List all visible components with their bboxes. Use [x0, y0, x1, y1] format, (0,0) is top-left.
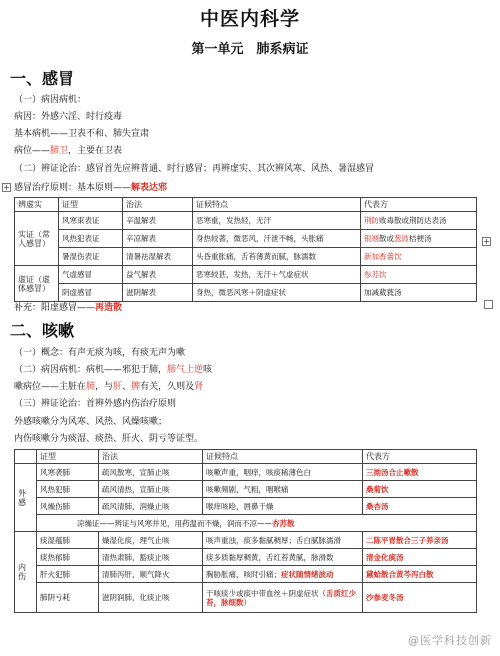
formula-cell: 清金化痰汤 [363, 549, 477, 566]
symptom-cell [203, 566, 363, 583]
formula-rest: 败毒散或荆防达表汤 [379, 216, 447, 225]
method-cell: 滋阴解表 [123, 284, 193, 302]
symptom-key: 舌质红少苔，脉细数 [206, 588, 356, 607]
add-column-handle[interactable]: + [483, 237, 490, 246]
pattern-cell: 风热犯肺 [37, 481, 99, 498]
pathogenesis-rest: 咳 [203, 365, 213, 375]
symptom-key: 症状随情绪波动 [281, 569, 334, 579]
resize-handle[interactable] [484, 300, 493, 309]
section-heading-cold: 一、感冒 [10, 69, 75, 88]
formula-cell: 沙参麦冬汤 [363, 583, 477, 613]
header-cell: 证候特点 [193, 198, 361, 212]
pattern-cell: 风寒袭肺 [37, 464, 99, 481]
formula-cell [361, 230, 477, 248]
subheading-treatment: （二）辨证论治：感冒首先应辨普通、时行感冒；再辨虚实、其次辨风寒、风热、暑湿感冒 [14, 164, 375, 174]
formula-cell: 桑菊饮 [363, 481, 477, 498]
method-cell: 辛凉解表 [123, 230, 193, 248]
symptom-cell: 喉痒咳呛，唇鼻干燥 [203, 498, 363, 515]
header-cell: 治法 [123, 198, 193, 212]
symptom-cell [203, 583, 363, 613]
pattern-cell: 肺阴亏耗 [37, 583, 99, 613]
line-external: 外感咳嗽分为风寒、风热、风燥咳嗽； [14, 417, 168, 427]
group-label-excess: 实证（常人感冒） [15, 212, 59, 266]
pattern-cell: 风热犯表证 [59, 230, 123, 248]
note-cell [37, 515, 477, 532]
subheading-etiology: （一）病因病机： [14, 95, 87, 105]
location-label: 病位—— [14, 146, 51, 156]
symptom-cell: 痰多质黏厚稠黄，舌红苔黄腻，脉滑数 [203, 549, 363, 566]
method-cell: 燥湿化痰，理气止咳 [99, 532, 203, 549]
method-cell: 疏风清热，宣肺止咳 [99, 481, 203, 498]
header-cell: 辨虚实 [15, 198, 59, 212]
formula-cell [361, 212, 477, 230]
line-treatment: （三）辨证论治：首辨外感内伤治疗原则 [14, 399, 177, 409]
symptom-text: ） [243, 597, 251, 607]
method-cell: 清暑祛湿解表 [123, 248, 193, 266]
supplement-key: 再造散 [95, 303, 123, 313]
line-mechanism: 基本病机——卫表不和、肺失宣肃 [14, 129, 150, 139]
formula-cell: 桑杏汤 [363, 498, 477, 515]
line-organ [14, 381, 203, 393]
symptom-text: 胸胁胀痛，咳时引痛； [206, 569, 281, 579]
cough-table [14, 449, 477, 613]
table-row [15, 498, 477, 515]
pattern-cell: 肝火犯肺 [37, 566, 99, 583]
header-cell: 证型 [37, 450, 99, 464]
organ-key: 肺 [86, 382, 96, 392]
organ-text: ，与 [95, 382, 114, 392]
organ-key: 脾 [131, 382, 141, 392]
formula-key: 荆防 [364, 216, 379, 225]
table-row [15, 583, 477, 613]
table-header-row [15, 450, 477, 464]
cold-table [14, 197, 477, 302]
organ-text: 嗽病位——主脏在 [14, 382, 87, 392]
method-cell: 益气解表 [123, 266, 193, 284]
table-header-row [15, 198, 477, 212]
group-label-deficiency: 虚证（虚体感冒） [15, 266, 59, 302]
supplement-label: 补充：阳虚感冒—— [14, 303, 96, 313]
unit-title: 第一单元 肺系病证 [191, 42, 309, 57]
organ-text: 有关，久则及 [140, 382, 195, 392]
location-key: 肺卫 [50, 146, 69, 156]
pattern-cell: 阴虚感冒 [59, 284, 123, 302]
formula-cell: 黛蛤散合黄芩泻白散 [363, 566, 477, 583]
table-row [15, 549, 477, 566]
method-cell: 滋阴润肺，化痰止咳 [99, 583, 203, 613]
location-rest: ，主要在卫表 [68, 146, 123, 156]
table-row [15, 284, 477, 302]
document-title: 中医内科学 [199, 8, 300, 30]
principle-key: 解表达邪 [131, 183, 168, 193]
table-row [15, 464, 477, 481]
pathogenesis-label: （二）病因病机：病机——邪犯于肺， [14, 365, 168, 375]
pattern-cell: 气虚感冒 [59, 266, 123, 284]
table-row [15, 266, 477, 284]
line-internal: 内伤咳嗽分为痰湿、痰热、肝火、阴亏等证型。 [14, 434, 204, 444]
header-cell-empty [15, 450, 37, 464]
note-formula: 杏苏散 [272, 518, 295, 528]
symptom-cell: 咳嗽声重，咽痒，咳痰稀薄色白 [203, 464, 363, 481]
line-concept: （一）概念：有声无痰为咳，有痰无声为嗽 [14, 348, 186, 358]
method-cell: 疏风散寒，宣肺止咳 [99, 464, 203, 481]
note-text: 凉燥证——辨证与风寒并见，用药温而不燥，润而不凉—— [77, 518, 272, 528]
symptom-cell: 恶寒重，发热轻，无汗 [193, 212, 361, 230]
line-pathogenesis [14, 364, 212, 376]
table-row [15, 230, 477, 248]
symptom-cell: 身热，微恶风寒＋阴虚症状 [193, 284, 361, 302]
table-row [15, 248, 477, 266]
formula-key: 银翘 [364, 234, 379, 243]
line-principle [14, 182, 167, 194]
watermark: @医学科技创新 [408, 634, 492, 647]
pattern-cell: 风燥伤肺 [37, 498, 99, 515]
header-cell: 代表方 [363, 450, 477, 464]
line-cause: 病因：外感六淫、时行疫毒 [14, 112, 123, 122]
method-cell: 辛温解表 [123, 212, 193, 230]
group-label-internal: 内伤 [15, 532, 37, 613]
pattern-cell: 痰湿蕴肺 [37, 532, 99, 549]
line-supplement [14, 302, 122, 314]
pattern-cell: 风寒束表证 [59, 212, 123, 230]
line-location [14, 145, 122, 157]
table-row [15, 481, 477, 498]
symptom-cell: 咳嗽频剧，气粗，咽喉痛 [203, 481, 363, 498]
pattern-cell: 暑湿伤表证 [59, 248, 123, 266]
symptom-cell: 身热较著，微恶风，汗泄不畅，头胀痛 [193, 230, 361, 248]
symptom-cell: 咳声重浊，痰多黏腻稠厚；舌白腻脉濡滑 [203, 532, 363, 549]
pathogenesis-key: 肺气上逆 [167, 365, 204, 375]
method-cell: 清肺泻肝，顺气降火 [99, 566, 203, 583]
symptom-text: 干咳痰少或痰中带血丝＋阴虚症状（ [206, 588, 326, 598]
table-row [15, 515, 477, 532]
formula-rest: 散或 [379, 234, 394, 243]
formula-rest: 桔梗汤 [409, 234, 432, 243]
formula-cell: 三拗汤合止嗽散 [363, 464, 477, 481]
formula-key: 葱豉 [394, 234, 409, 243]
method-cell: 清热肃肺，豁痰止咳 [99, 549, 203, 566]
formula-cell: 二陈平胃散合三子养亲汤 [363, 532, 477, 549]
organ-text: 、 [122, 382, 132, 392]
organ-key: 肝 [113, 382, 123, 392]
formula-cell: 加减葳蕤汤 [361, 284, 477, 302]
symptom-cell: 头昏重胀痛，舌苔薄黄而腻，脉濡数 [193, 248, 361, 266]
formula-cell: 新加香薷饮 [361, 248, 477, 266]
header-cell: 证型 [59, 198, 123, 212]
formula-cell: 参苏饮 [361, 266, 477, 284]
header-cell: 治法 [99, 450, 203, 464]
header-cell: 代表方 [361, 198, 477, 212]
principle-label: 感冒治疗原则：基本原则—— [14, 183, 132, 193]
table-move-handle[interactable]: + [3, 183, 10, 192]
table-row [15, 212, 477, 230]
symptom-cell: 恶寒较甚，发热，无汗＋气虚症状 [193, 266, 361, 284]
table-row [15, 566, 477, 583]
section-heading-cough: 二、咳嗽 [10, 321, 75, 340]
pattern-cell: 痰热郁肺 [37, 549, 99, 566]
table-row [15, 532, 477, 549]
group-label-external: 外感 [15, 464, 37, 532]
organ-key: 肾 [194, 382, 204, 392]
method-cell: 疏风清肺，润燥止咳 [99, 498, 203, 515]
header-cell: 证候特点 [203, 450, 363, 464]
